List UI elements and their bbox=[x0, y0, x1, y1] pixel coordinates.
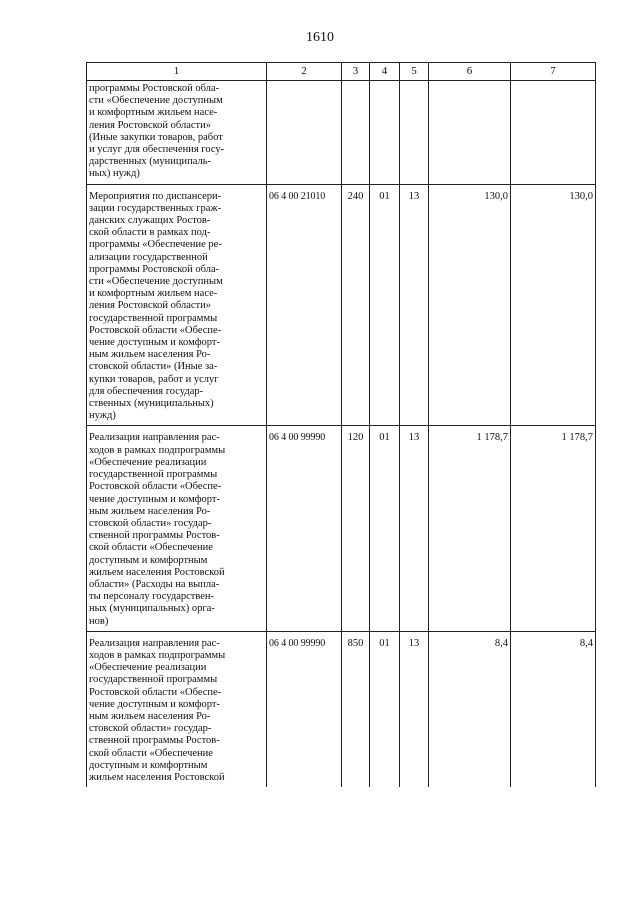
description-line: ственной программы Ростов- bbox=[89, 735, 220, 747]
description-line: государственной программы bbox=[89, 674, 218, 686]
budget-table bbox=[86, 62, 596, 787]
description-line: зации государственных граж- bbox=[89, 202, 222, 214]
description-line: ходов в рамках подпрограммы bbox=[89, 444, 226, 456]
description-line: программы Ростовской обла- bbox=[89, 263, 220, 275]
row-code-cell: 06 4 00 21010 bbox=[267, 184, 342, 426]
description-line: «Обеспечение реализации bbox=[89, 662, 207, 674]
row-expense-type-cell: 120 bbox=[342, 426, 370, 631]
table-row bbox=[87, 426, 596, 631]
description-line: Ростовской области «Обеспе- bbox=[89, 686, 222, 698]
header-col-5: 5 bbox=[400, 63, 429, 81]
description-line: чение доступным и комфорт- bbox=[89, 493, 220, 505]
row-code-cell bbox=[267, 81, 342, 185]
header-col-1: 1 bbox=[87, 63, 267, 81]
table-row bbox=[87, 81, 596, 185]
description-line: доступным и комфортным bbox=[89, 554, 208, 566]
description-line: области» (Расходы на выпла- bbox=[89, 578, 220, 590]
description-line: нов) bbox=[89, 615, 109, 627]
description-line: для обеспечения государ- bbox=[89, 385, 204, 397]
description-line: ской области в рамках под- bbox=[89, 227, 211, 239]
row-amount-cell: 130,0 bbox=[429, 184, 511, 426]
description-line: ственной программы Ростов- bbox=[89, 530, 220, 542]
row-section-cell: 01 bbox=[370, 631, 400, 787]
row-expense-type-cell: 240 bbox=[342, 184, 370, 426]
row-amount-cell bbox=[511, 81, 596, 185]
description-line: ской области «Обеспечение bbox=[89, 747, 213, 759]
description-line: жильем населения Ростовской bbox=[89, 566, 225, 578]
description-line: программы Ростовской обла- bbox=[89, 83, 220, 94]
row-code-cell: 06 4 00 99990 bbox=[267, 426, 342, 631]
description-line: ской области «Обеспечение bbox=[89, 542, 213, 554]
row-amount-cell: 1 178,7 bbox=[511, 426, 596, 631]
row-section-cell bbox=[370, 81, 400, 185]
row-expense-type-cell bbox=[342, 81, 370, 185]
row-subsection-cell: 13 bbox=[400, 184, 429, 426]
description-line: государственной программы bbox=[89, 469, 218, 481]
description-line: и комфортным жильем насе- bbox=[89, 107, 218, 119]
table-row bbox=[87, 631, 596, 787]
row-subsection-cell: 13 bbox=[400, 426, 429, 631]
description-line: жильем населения Ростовской bbox=[89, 771, 225, 783]
description-line: ходов в рамках подпрограммы bbox=[89, 649, 226, 661]
table-header-row bbox=[87, 63, 596, 81]
description-line: ты персоналу государствен- bbox=[89, 591, 215, 603]
description-line: ным жильем населения Ро- bbox=[89, 710, 211, 722]
description-line: стовской области» государ- bbox=[89, 723, 212, 735]
description-line: ным жильем населения Ро- bbox=[89, 349, 211, 361]
description-line: Мероприятия по диспансери- bbox=[89, 190, 222, 202]
description-line: и услуг для обеспечения госу- bbox=[89, 144, 225, 156]
table-row bbox=[87, 184, 596, 426]
row-description bbox=[87, 631, 267, 787]
header-col-7: 7 bbox=[511, 63, 596, 81]
row-amount-cell: 8,4 bbox=[429, 631, 511, 787]
description-line: стовской области» государ- bbox=[89, 517, 212, 529]
description-line: государственной программы bbox=[89, 312, 218, 324]
description-line: дарственных (муниципаль- bbox=[89, 156, 211, 168]
description-line: (Иные закупки товаров, работ bbox=[89, 131, 223, 143]
row-subsection-cell bbox=[400, 81, 429, 185]
description-line: сти «Обеспечение доступным bbox=[89, 95, 223, 107]
description-line: ления Ростовской области» bbox=[89, 300, 212, 312]
header-col-4: 4 bbox=[370, 63, 400, 81]
description-line: ализации государственной bbox=[89, 251, 208, 263]
row-amount-cell: 8,4 bbox=[511, 631, 596, 787]
row-expense-type-cell: 850 bbox=[342, 631, 370, 787]
description-line: ления Ростовской области» bbox=[89, 119, 212, 131]
row-description bbox=[87, 184, 267, 426]
header-col-3: 3 bbox=[342, 63, 370, 81]
description-line: «Обеспечение реализации bbox=[89, 456, 207, 468]
description-line: купки товаров, работ и услуг bbox=[89, 373, 219, 385]
description-line: сти «Обеспечение доступным bbox=[89, 276, 223, 288]
row-code-cell: 06 4 00 99990 bbox=[267, 631, 342, 787]
description-line: ных (муниципальных) орга- bbox=[89, 603, 215, 615]
description-line: Ростовской области «Обеспе- bbox=[89, 481, 222, 493]
description-line: и комфортным жильем насе- bbox=[89, 288, 218, 300]
row-amount-cell bbox=[429, 81, 511, 185]
description-line: стовской области» (Иные за- bbox=[89, 361, 218, 373]
description-line: ных) нужд) bbox=[89, 168, 140, 180]
description-line: нужд) bbox=[89, 410, 116, 422]
row-description bbox=[87, 81, 267, 185]
description-line: программы «Обеспечение ре- bbox=[89, 239, 222, 251]
description-line: чение доступным и комфорт- bbox=[89, 698, 220, 710]
row-section-cell: 01 bbox=[370, 184, 400, 426]
description-line: ным жильем населения Ро- bbox=[89, 505, 211, 517]
description-line: ственных (муниципальных) bbox=[89, 398, 214, 410]
page-number: 1610 bbox=[306, 30, 334, 45]
description-line: Ростовской области «Обеспе- bbox=[89, 324, 222, 336]
description-line: чение доступным и комфорт- bbox=[89, 337, 220, 349]
description-line: Реализация направления рас- bbox=[89, 432, 220, 444]
header-col-2: 2 bbox=[267, 63, 342, 81]
row-subsection-cell: 13 bbox=[400, 631, 429, 787]
description-line: Реализация направления рас- bbox=[89, 637, 220, 649]
row-description bbox=[87, 426, 267, 631]
table-body bbox=[87, 81, 596, 788]
description-line: доступным и комфортным bbox=[89, 759, 208, 771]
row-amount-cell: 1 178,7 bbox=[429, 426, 511, 631]
description-line: данских служащих Ростов- bbox=[89, 215, 211, 227]
header-col-6: 6 bbox=[429, 63, 511, 81]
row-section-cell: 01 bbox=[370, 426, 400, 631]
row-amount-cell: 130,0 bbox=[511, 184, 596, 426]
